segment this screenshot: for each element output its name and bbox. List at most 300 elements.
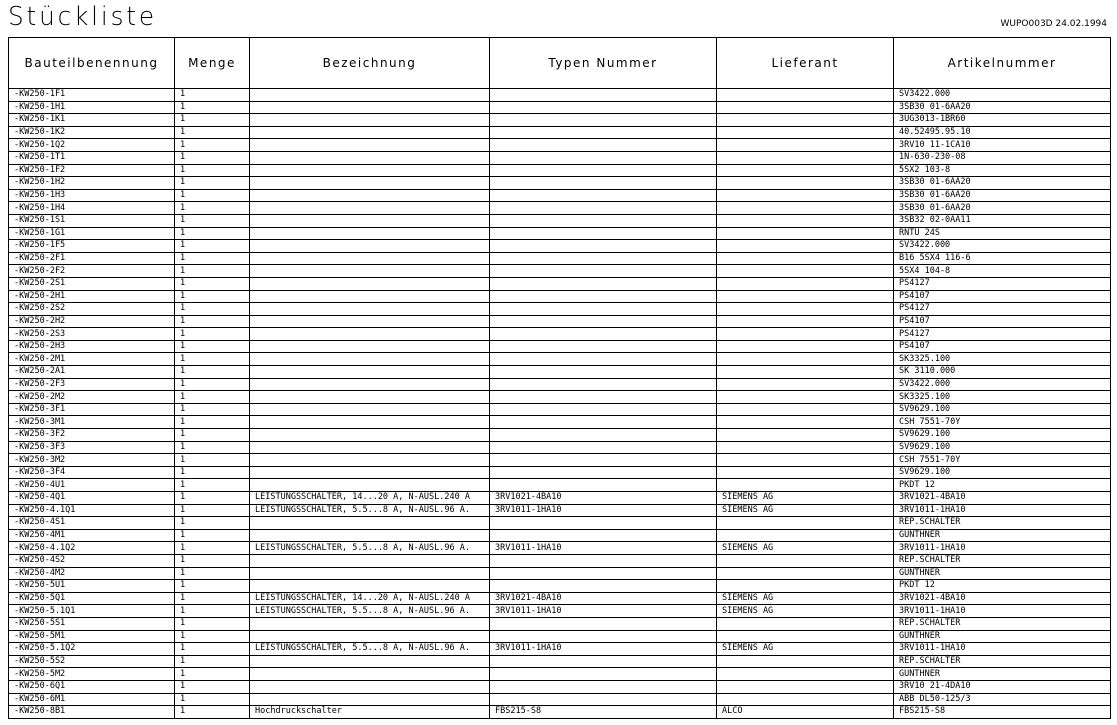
cell-artikelnummer: GUNTHNER bbox=[894, 567, 1111, 580]
table-row bbox=[9, 416, 1111, 429]
cell-lieferant bbox=[717, 403, 894, 416]
table-row bbox=[9, 429, 1111, 442]
cell-typen-nummer bbox=[490, 529, 717, 542]
cell-artikelnummer: CSH 7551-70Y bbox=[894, 416, 1111, 429]
cell-lieferant bbox=[717, 454, 894, 467]
cell-typen-nummer bbox=[490, 227, 717, 240]
cell-bezeichnung bbox=[250, 340, 490, 353]
table-row bbox=[9, 101, 1111, 114]
cell-typen-nummer bbox=[490, 265, 717, 278]
cell-artikelnummer: SV3422.000 bbox=[894, 89, 1111, 102]
cell-bezeichnung bbox=[250, 693, 490, 706]
cell-lieferant bbox=[717, 89, 894, 102]
cell-menge: 1 bbox=[175, 441, 250, 454]
table-row bbox=[9, 378, 1111, 391]
cell-typen-nummer bbox=[490, 403, 717, 416]
cell-typen-nummer bbox=[490, 693, 717, 706]
cell-menge: 1 bbox=[175, 542, 250, 555]
cell-artikelnummer: 3RV10 11-1CA10 bbox=[894, 139, 1111, 152]
cell-artikelnummer: SV3422.000 bbox=[894, 378, 1111, 391]
cell-typen-nummer bbox=[490, 580, 717, 593]
cell-menge: 1 bbox=[175, 643, 250, 656]
cell-typen-nummer: 3RV1021-4BA10 bbox=[490, 492, 717, 505]
cell-typen-nummer bbox=[490, 303, 717, 316]
cell-bezeichnung: LEISTUNGSSCHALTER, 14...20 A, N-AUSL.240 A bbox=[250, 592, 490, 605]
table-row bbox=[9, 680, 1111, 693]
cell-typen-nummer: 3RV1011-1HA10 bbox=[490, 542, 717, 555]
cell-typen-nummer: 3RV1011-1HA10 bbox=[490, 504, 717, 517]
table-row bbox=[9, 177, 1111, 190]
cell-bauteilbenennung: -KW250-4M1 bbox=[9, 529, 175, 542]
cell-lieferant bbox=[717, 517, 894, 530]
table-row bbox=[9, 617, 1111, 630]
cell-artikelnummer: SV3422.000 bbox=[894, 240, 1111, 253]
table-row bbox=[9, 504, 1111, 517]
cell-menge: 1 bbox=[175, 605, 250, 618]
cell-bauteilbenennung: -KW250-8B1 bbox=[9, 706, 175, 719]
cell-lieferant bbox=[717, 353, 894, 366]
cell-lieferant bbox=[717, 114, 894, 127]
cell-lieferant: SIEMENS AG bbox=[717, 643, 894, 656]
table-row bbox=[9, 202, 1111, 215]
cell-artikelnummer: 5SX2 103-8 bbox=[894, 164, 1111, 177]
cell-menge: 1 bbox=[175, 177, 250, 190]
header-bezeichnung: Bezeichnung bbox=[250, 38, 490, 89]
cell-bezeichnung bbox=[250, 416, 490, 429]
cell-typen-nummer bbox=[490, 617, 717, 630]
cell-menge: 1 bbox=[175, 403, 250, 416]
cell-menge: 1 bbox=[175, 466, 250, 479]
cell-bauteilbenennung: -KW250-4M2 bbox=[9, 567, 175, 580]
cell-typen-nummer bbox=[490, 630, 717, 643]
cell-lieferant bbox=[717, 151, 894, 164]
cell-lieferant bbox=[717, 617, 894, 630]
cell-bezeichnung bbox=[250, 252, 490, 265]
cell-bezeichnung bbox=[250, 529, 490, 542]
cell-bezeichnung bbox=[250, 240, 490, 253]
cell-bezeichnung bbox=[250, 391, 490, 404]
cell-menge: 1 bbox=[175, 353, 250, 366]
cell-artikelnummer: PS4107 bbox=[894, 290, 1111, 303]
cell-typen-nummer bbox=[490, 353, 717, 366]
cell-artikelnummer: SV9629.100 bbox=[894, 441, 1111, 454]
cell-menge: 1 bbox=[175, 504, 250, 517]
cell-bezeichnung bbox=[250, 479, 490, 492]
cell-bezeichnung bbox=[250, 214, 490, 227]
table-row bbox=[9, 542, 1111, 555]
cell-bauteilbenennung: -KW250-1K1 bbox=[9, 114, 175, 127]
cell-bauteilbenennung: -KW250-1H3 bbox=[9, 189, 175, 202]
cell-menge: 1 bbox=[175, 580, 250, 593]
cell-typen-nummer bbox=[490, 151, 717, 164]
cell-bezeichnung: LEISTUNGSSCHALTER, 5.5...8 A, N-AUSL.96 A. bbox=[250, 605, 490, 618]
cell-typen-nummer bbox=[490, 416, 717, 429]
header-lieferant: Lieferant bbox=[717, 38, 894, 89]
cell-lieferant bbox=[717, 328, 894, 341]
cell-lieferant bbox=[717, 303, 894, 316]
cell-typen-nummer bbox=[490, 189, 717, 202]
cell-lieferant bbox=[717, 214, 894, 227]
cell-lieferant bbox=[717, 265, 894, 278]
table-body bbox=[9, 89, 1111, 719]
cell-artikelnummer: PKDT 12 bbox=[894, 580, 1111, 593]
cell-menge: 1 bbox=[175, 706, 250, 719]
cell-bauteilbenennung: -KW250-5M1 bbox=[9, 630, 175, 643]
table-row bbox=[9, 151, 1111, 164]
cell-bauteilbenennung: -KW250-5S1 bbox=[9, 617, 175, 630]
cell-artikelnummer: RNTU 24S bbox=[894, 227, 1111, 240]
cell-menge: 1 bbox=[175, 202, 250, 215]
table-row bbox=[9, 214, 1111, 227]
cell-bauteilbenennung: -KW250-5.1Q1 bbox=[9, 605, 175, 618]
table-row bbox=[9, 139, 1111, 152]
cell-lieferant bbox=[717, 252, 894, 265]
cell-menge: 1 bbox=[175, 139, 250, 152]
cell-bauteilbenennung: -KW250-5S2 bbox=[9, 655, 175, 668]
cell-menge: 1 bbox=[175, 214, 250, 227]
header-typen-nummer: Typen Nummer bbox=[490, 38, 717, 89]
cell-menge: 1 bbox=[175, 328, 250, 341]
cell-lieferant bbox=[717, 567, 894, 580]
table-row bbox=[9, 567, 1111, 580]
cell-artikelnummer: ABB DL50-125/3 bbox=[894, 693, 1111, 706]
cell-bezeichnung bbox=[250, 265, 490, 278]
cell-menge: 1 bbox=[175, 693, 250, 706]
cell-bauteilbenennung: -KW250-1K2 bbox=[9, 126, 175, 139]
cell-bauteilbenennung: -KW250-5Q1 bbox=[9, 592, 175, 605]
cell-menge: 1 bbox=[175, 366, 250, 379]
cell-bezeichnung bbox=[250, 517, 490, 530]
cell-bezeichnung bbox=[250, 630, 490, 643]
cell-artikelnummer: SV9629.100 bbox=[894, 403, 1111, 416]
cell-lieferant bbox=[717, 277, 894, 290]
cell-lieferant bbox=[717, 290, 894, 303]
cell-menge: 1 bbox=[175, 680, 250, 693]
cell-typen-nummer bbox=[490, 277, 717, 290]
table-row bbox=[9, 655, 1111, 668]
cell-typen-nummer bbox=[490, 240, 717, 253]
cell-menge: 1 bbox=[175, 89, 250, 102]
cell-artikelnummer: PS4127 bbox=[894, 328, 1111, 341]
cell-bezeichnung bbox=[250, 378, 490, 391]
cell-lieferant bbox=[717, 466, 894, 479]
cell-bezeichnung bbox=[250, 177, 490, 190]
cell-lieferant bbox=[717, 693, 894, 706]
cell-lieferant bbox=[717, 126, 894, 139]
cell-artikelnummer: PS4127 bbox=[894, 303, 1111, 316]
cell-bezeichnung: LEISTUNGSSCHALTER, 5.5...8 A, N-AUSL.96 A. bbox=[250, 643, 490, 656]
cell-bauteilbenennung: -KW250-6M1 bbox=[9, 693, 175, 706]
cell-artikelnummer: 3RV1011-1HA10 bbox=[894, 605, 1111, 618]
cell-bauteilbenennung: -KW250-1F5 bbox=[9, 240, 175, 253]
cell-bezeichnung bbox=[250, 151, 490, 164]
cell-artikelnummer: REP.SCHALTER bbox=[894, 517, 1111, 530]
table-row bbox=[9, 492, 1111, 505]
cell-menge: 1 bbox=[175, 340, 250, 353]
cell-artikelnummer: 3SB32 02-0AA11 bbox=[894, 214, 1111, 227]
cell-lieferant bbox=[717, 630, 894, 643]
cell-bauteilbenennung: -KW250-1S1 bbox=[9, 214, 175, 227]
cell-lieferant bbox=[717, 391, 894, 404]
header-artikelnummer: Artikelnummer bbox=[894, 38, 1111, 89]
cell-lieferant: ALCO bbox=[717, 706, 894, 719]
cell-typen-nummer bbox=[490, 290, 717, 303]
cell-lieferant bbox=[717, 177, 894, 190]
header-menge: Menge bbox=[175, 38, 250, 89]
cell-artikelnummer: REP.SCHALTER bbox=[894, 554, 1111, 567]
parts-list-table bbox=[8, 37, 1111, 719]
cell-typen-nummer: FBS215-S8 bbox=[490, 706, 717, 719]
cell-menge: 1 bbox=[175, 114, 250, 127]
cell-bezeichnung bbox=[250, 366, 490, 379]
cell-lieferant bbox=[717, 479, 894, 492]
cell-bauteilbenennung: -KW250-2F1 bbox=[9, 252, 175, 265]
cell-menge: 1 bbox=[175, 378, 250, 391]
cell-artikelnummer: CSH 7551-70Y bbox=[894, 454, 1111, 467]
cell-typen-nummer bbox=[490, 391, 717, 404]
cell-artikelnummer: PS4107 bbox=[894, 340, 1111, 353]
cell-bauteilbenennung: -KW250-2H2 bbox=[9, 315, 175, 328]
cell-bauteilbenennung: -KW250-3M2 bbox=[9, 454, 175, 467]
table-row bbox=[9, 517, 1111, 530]
cell-bauteilbenennung: -KW250-6Q1 bbox=[9, 680, 175, 693]
cell-menge: 1 bbox=[175, 101, 250, 114]
cell-artikelnummer: 3SB30 01-6AA20 bbox=[894, 177, 1111, 190]
cell-bauteilbenennung: -KW250-2A1 bbox=[9, 366, 175, 379]
table-row bbox=[9, 126, 1111, 139]
table-row bbox=[9, 340, 1111, 353]
cell-bezeichnung bbox=[250, 580, 490, 593]
cell-artikelnummer: 3RV10 21-4DA10 bbox=[894, 680, 1111, 693]
cell-bezeichnung bbox=[250, 164, 490, 177]
cell-typen-nummer bbox=[490, 89, 717, 102]
table-row bbox=[9, 580, 1111, 593]
cell-lieferant bbox=[717, 529, 894, 542]
table-row bbox=[9, 554, 1111, 567]
table-row bbox=[9, 403, 1111, 416]
cell-menge: 1 bbox=[175, 391, 250, 404]
cell-bauteilbenennung: -KW250-5U1 bbox=[9, 580, 175, 593]
cell-artikelnummer: SV9629.100 bbox=[894, 429, 1111, 442]
cell-menge: 1 bbox=[175, 265, 250, 278]
table-row bbox=[9, 693, 1111, 706]
cell-bauteilbenennung: -KW250-4S1 bbox=[9, 517, 175, 530]
cell-bezeichnung bbox=[250, 668, 490, 681]
cell-bauteilbenennung: -KW250-2S2 bbox=[9, 303, 175, 316]
cell-typen-nummer bbox=[490, 202, 717, 215]
cell-typen-nummer bbox=[490, 479, 717, 492]
cell-bezeichnung bbox=[250, 189, 490, 202]
cell-lieferant bbox=[717, 668, 894, 681]
cell-lieferant: SIEMENS AG bbox=[717, 542, 894, 555]
table-row bbox=[9, 706, 1111, 719]
cell-typen-nummer bbox=[490, 315, 717, 328]
cell-menge: 1 bbox=[175, 492, 250, 505]
cell-menge: 1 bbox=[175, 151, 250, 164]
cell-bezeichnung bbox=[250, 290, 490, 303]
cell-lieferant bbox=[717, 655, 894, 668]
cell-artikelnummer: 3RV1011-1HA10 bbox=[894, 643, 1111, 656]
cell-lieferant bbox=[717, 164, 894, 177]
cell-bezeichnung bbox=[250, 617, 490, 630]
cell-bauteilbenennung: -KW250-3F2 bbox=[9, 429, 175, 442]
cell-artikelnummer: 3RV1021-4BA10 bbox=[894, 492, 1111, 505]
cell-menge: 1 bbox=[175, 554, 250, 567]
cell-artikelnummer: 3SB30 01-6AA20 bbox=[894, 189, 1111, 202]
table-row bbox=[9, 277, 1111, 290]
cell-typen-nummer bbox=[490, 441, 717, 454]
cell-typen-nummer bbox=[490, 328, 717, 341]
cell-menge: 1 bbox=[175, 303, 250, 316]
cell-bauteilbenennung: -KW250-2F3 bbox=[9, 378, 175, 391]
cell-typen-nummer: 3RV1021-4BA10 bbox=[490, 592, 717, 605]
cell-bauteilbenennung: -KW250-1F1 bbox=[9, 89, 175, 102]
cell-menge: 1 bbox=[175, 290, 250, 303]
cell-bauteilbenennung: -KW250-5M2 bbox=[9, 668, 175, 681]
table-row bbox=[9, 529, 1111, 542]
cell-bezeichnung bbox=[250, 454, 490, 467]
cell-artikelnummer: SK3325.100 bbox=[894, 353, 1111, 366]
cell-artikelnummer: 3RV1011-1HA10 bbox=[894, 504, 1111, 517]
table-row bbox=[9, 227, 1111, 240]
cell-bezeichnung bbox=[250, 303, 490, 316]
cell-typen-nummer bbox=[490, 567, 717, 580]
cell-lieferant: SIEMENS AG bbox=[717, 605, 894, 618]
table-row bbox=[9, 668, 1111, 681]
table-row bbox=[9, 315, 1111, 328]
table-row bbox=[9, 454, 1111, 467]
cell-lieferant bbox=[717, 416, 894, 429]
cell-menge: 1 bbox=[175, 668, 250, 681]
cell-artikelnummer: PKDT 12 bbox=[894, 479, 1111, 492]
cell-artikelnummer: 3UG3013-1BR60 bbox=[894, 114, 1111, 127]
cell-typen-nummer: 3RV1011-1HA10 bbox=[490, 605, 717, 618]
cell-menge: 1 bbox=[175, 454, 250, 467]
cell-menge: 1 bbox=[175, 517, 250, 530]
cell-artikelnummer: B16 5SX4 116-6 bbox=[894, 252, 1111, 265]
cell-bezeichnung bbox=[250, 328, 490, 341]
cell-bezeichnung bbox=[250, 277, 490, 290]
cell-menge: 1 bbox=[175, 227, 250, 240]
cell-bezeichnung bbox=[250, 101, 490, 114]
table-row bbox=[9, 252, 1111, 265]
cell-lieferant bbox=[717, 189, 894, 202]
cell-typen-nummer bbox=[490, 655, 717, 668]
cell-typen-nummer bbox=[490, 177, 717, 190]
cell-bezeichnung bbox=[250, 554, 490, 567]
table-row bbox=[9, 353, 1111, 366]
cell-typen-nummer bbox=[490, 454, 717, 467]
cell-bauteilbenennung: -KW250-1T1 bbox=[9, 151, 175, 164]
cell-bauteilbenennung: -KW250-2H1 bbox=[9, 290, 175, 303]
cell-bezeichnung: LEISTUNGSSCHALTER, 14...20 A, N-AUSL.240 A bbox=[250, 492, 490, 505]
cell-menge: 1 bbox=[175, 655, 250, 668]
cell-bezeichnung: LEISTUNGSSCHALTER, 5.5...8 A, N-AUSL.96 A. bbox=[250, 542, 490, 555]
cell-artikelnummer: 3RV1011-1HA10 bbox=[894, 542, 1111, 555]
cell-menge: 1 bbox=[175, 529, 250, 542]
cell-lieferant bbox=[717, 554, 894, 567]
cell-menge: 1 bbox=[175, 126, 250, 139]
cell-lieferant bbox=[717, 202, 894, 215]
cell-typen-nummer: 3RV1011-1HA10 bbox=[490, 643, 717, 656]
cell-bezeichnung bbox=[250, 202, 490, 215]
cell-artikelnummer: PS4127 bbox=[894, 277, 1111, 290]
cell-bauteilbenennung: -KW250-1F2 bbox=[9, 164, 175, 177]
table-row bbox=[9, 265, 1111, 278]
cell-bezeichnung bbox=[250, 227, 490, 240]
table-row bbox=[9, 89, 1111, 102]
cell-bezeichnung bbox=[250, 139, 490, 152]
cell-typen-nummer bbox=[490, 139, 717, 152]
cell-menge: 1 bbox=[175, 567, 250, 580]
cell-bezeichnung bbox=[250, 441, 490, 454]
cell-lieferant bbox=[717, 139, 894, 152]
cell-lieferant: SIEMENS AG bbox=[717, 504, 894, 517]
cell-artikelnummer: SK3325.100 bbox=[894, 391, 1111, 404]
table-row bbox=[9, 303, 1111, 316]
cell-menge: 1 bbox=[175, 164, 250, 177]
cell-bauteilbenennung: -KW250-2M1 bbox=[9, 353, 175, 366]
cell-bezeichnung bbox=[250, 466, 490, 479]
cell-lieferant bbox=[717, 366, 894, 379]
cell-menge: 1 bbox=[175, 630, 250, 643]
cell-typen-nummer bbox=[490, 554, 717, 567]
cell-typen-nummer bbox=[490, 101, 717, 114]
cell-bezeichnung: LEISTUNGSSCHALTER, 5.5...8 A, N-AUSL.96 A. bbox=[250, 504, 490, 517]
table-row bbox=[9, 643, 1111, 656]
cell-lieferant bbox=[717, 340, 894, 353]
cell-bezeichnung bbox=[250, 89, 490, 102]
cell-typen-nummer bbox=[490, 517, 717, 530]
cell-bauteilbenennung: -KW250-3M1 bbox=[9, 416, 175, 429]
cell-bezeichnung bbox=[250, 655, 490, 668]
cell-artikelnummer: REP.SCHALTER bbox=[894, 617, 1111, 630]
cell-menge: 1 bbox=[175, 429, 250, 442]
table-row bbox=[9, 240, 1111, 253]
cell-artikelnummer: GUNTHNER bbox=[894, 529, 1111, 542]
cell-typen-nummer bbox=[490, 378, 717, 391]
cell-bezeichnung: Hochdruckschalter bbox=[250, 706, 490, 719]
cell-artikelnummer: 3SB30 01-6AA20 bbox=[894, 202, 1111, 215]
cell-artikelnummer: 5SX4 104-8 bbox=[894, 265, 1111, 278]
cell-artikelnummer: REP.SCHALTER bbox=[894, 655, 1111, 668]
table-row bbox=[9, 630, 1111, 643]
cell-bauteilbenennung: -KW250-5.1Q2 bbox=[9, 643, 175, 656]
cell-typen-nummer bbox=[490, 466, 717, 479]
cell-artikelnummer: 3RV1021-4BA10 bbox=[894, 592, 1111, 605]
table-row bbox=[9, 366, 1111, 379]
table-row bbox=[9, 441, 1111, 454]
cell-bauteilbenennung: -KW250-1H1 bbox=[9, 101, 175, 114]
cell-bezeichnung bbox=[250, 567, 490, 580]
cell-bauteilbenennung: -KW250-3F4 bbox=[9, 466, 175, 479]
cell-bauteilbenennung: -KW250-1H2 bbox=[9, 177, 175, 190]
cell-lieferant bbox=[717, 315, 894, 328]
cell-menge: 1 bbox=[175, 592, 250, 605]
cell-bauteilbenennung: -KW250-4U1 bbox=[9, 479, 175, 492]
cell-bauteilbenennung: -KW250-2S3 bbox=[9, 328, 175, 341]
cell-artikelnummer: FBS215-S8 bbox=[894, 706, 1111, 719]
cell-artikelnummer: GUNTHNER bbox=[894, 630, 1111, 643]
cell-lieferant bbox=[717, 227, 894, 240]
cell-bauteilbenennung: -KW250-4.1Q1 bbox=[9, 504, 175, 517]
cell-typen-nummer bbox=[490, 252, 717, 265]
cell-menge: 1 bbox=[175, 315, 250, 328]
cell-bauteilbenennung: -KW250-3F3 bbox=[9, 441, 175, 454]
cell-bauteilbenennung: -KW250-4.1Q2 bbox=[9, 542, 175, 555]
table-row bbox=[9, 479, 1111, 492]
cell-bezeichnung bbox=[250, 126, 490, 139]
